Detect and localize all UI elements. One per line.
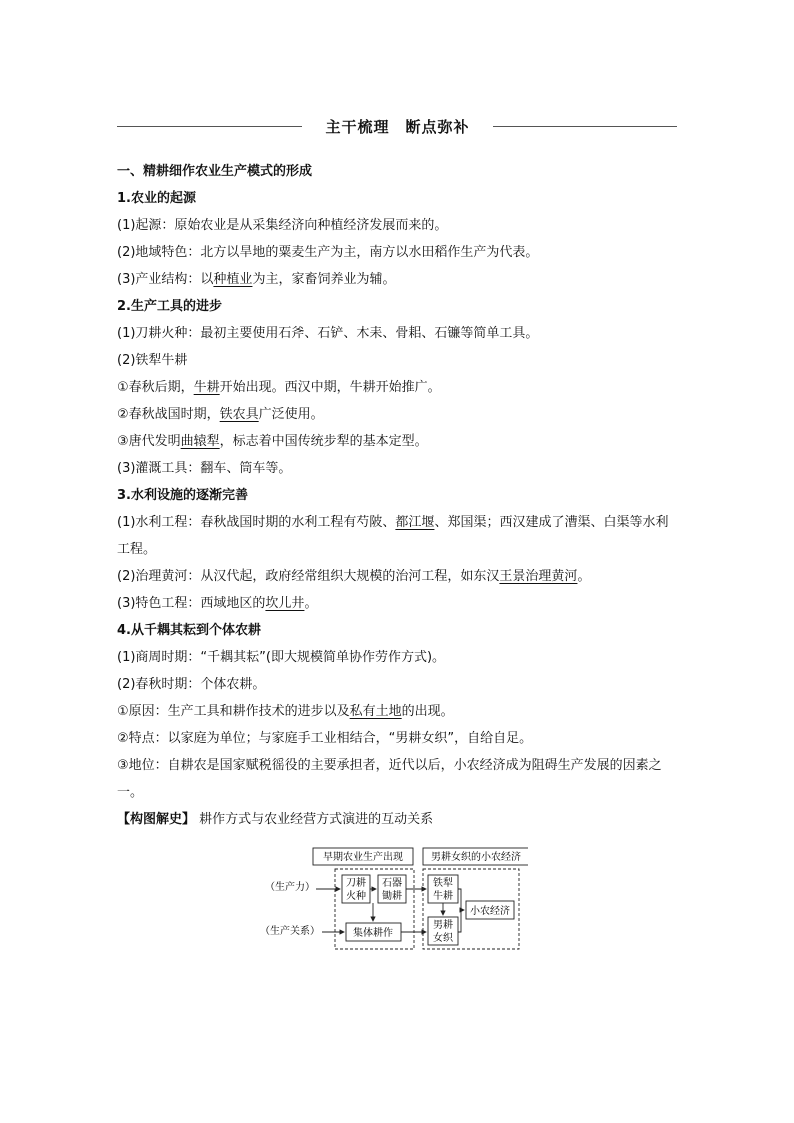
subheading-farming: 4.从千耦其耘到个体农耕 bbox=[117, 623, 261, 638]
paragraph: (2)铁犁牛耕 bbox=[117, 353, 188, 368]
key-term: 王景治理黄河 bbox=[499, 569, 578, 584]
group-right-label: 男耕女织的小农经济 bbox=[431, 852, 521, 863]
node-text: 牛耕 bbox=[433, 891, 453, 902]
group-left-label: 早期农业生产出现 bbox=[323, 852, 403, 863]
row-label-relations: （生产关系） bbox=[260, 926, 320, 937]
text-run: ②春秋战国时期， bbox=[117, 407, 220, 422]
text-run: ①春秋后期， bbox=[117, 380, 194, 395]
paragraph: (1)刀耕火种：最初主要使用石斧、石铲、木耒、骨耜、石镰等简单工具。 bbox=[117, 326, 539, 341]
node-text: 男耕 bbox=[433, 920, 453, 931]
node-text: 小农经济 bbox=[470, 906, 510, 917]
paragraph bbox=[117, 401, 679, 428]
node-text: 火种 bbox=[346, 891, 366, 902]
diagram-caption bbox=[117, 806, 679, 833]
page-header bbox=[117, 116, 677, 138]
paragraph: (1)商周时期：“千耦其耘”(即大规模简单协作劳作方式)。 bbox=[117, 650, 446, 665]
key-term: 曲辕犁 bbox=[180, 434, 220, 449]
text-run: 为主，家畜饲养业为辅。 bbox=[252, 272, 396, 287]
paragraph bbox=[117, 266, 679, 293]
subheading-irrigation: 3.水利设施的逐渐完善 bbox=[117, 488, 248, 503]
page-title: 主干梳理 断点弥补 bbox=[325, 118, 470, 136]
node-text: 锄耕 bbox=[382, 891, 402, 902]
text-run: (3)特色工程：西域地区的 bbox=[117, 596, 266, 611]
text-run: 广泛使用。 bbox=[258, 407, 324, 422]
diagram-svg bbox=[258, 843, 528, 953]
node-text: 女织 bbox=[433, 933, 453, 944]
subheading-tools: 2.生产工具的进步 bbox=[117, 299, 222, 314]
key-term: 牛耕 bbox=[193, 380, 220, 395]
paragraph: (2)地域特色：北方以旱地的粟麦生产为主，南方以水田稻作生产为代表。 bbox=[117, 245, 539, 260]
paragraph bbox=[117, 698, 679, 725]
paragraph bbox=[117, 590, 679, 617]
text-run: (2)治理黄河：从汉代起，政府经常组织大规模的治河工程，如东汉 bbox=[117, 569, 500, 584]
paragraph bbox=[117, 428, 679, 455]
text-run: 开始出现。西汉中期，牛耕开始推广。 bbox=[219, 380, 441, 395]
key-term: 私有土地 bbox=[349, 704, 402, 719]
text-run: ③唐代发明 bbox=[117, 434, 181, 449]
paragraph: (2)春秋时期：个体农耕。 bbox=[117, 677, 266, 692]
caption-tag: 【构图解史】 bbox=[117, 812, 196, 827]
paragraph: (3)灌溉工具：翻车、筒车等。 bbox=[117, 461, 292, 476]
content-body bbox=[117, 158, 679, 833]
paragraph: ②特点：以家庭为单位；与家庭手工业相结合，“男耕女织”，自给自足。 bbox=[117, 731, 533, 746]
paragraph: ③地位：自耕农是国家赋税徭役的主要承担者，近代以后，小农经济成为阻碍生产发展的因素之一。 bbox=[117, 758, 662, 800]
text-run: 、郑国渠；西汉建成了漕渠、白渠等水利工程。 bbox=[117, 515, 669, 557]
node-text: 石器 bbox=[382, 878, 402, 889]
row-label-productivity: （生产力） bbox=[265, 882, 315, 893]
text-run: ，标志着中国传统步犁的基本定型。 bbox=[219, 434, 428, 449]
text-run: ①原因：生产工具和耕作技术的进步以及 bbox=[117, 704, 350, 719]
key-term: 铁农具 bbox=[219, 407, 259, 422]
node-text: 铁犁 bbox=[433, 878, 453, 889]
key-term: 种植业 bbox=[213, 272, 253, 287]
key-term: 都江堰 bbox=[395, 515, 435, 530]
paragraph bbox=[117, 374, 679, 401]
paragraph bbox=[117, 563, 679, 590]
key-term: 坎儿井 bbox=[265, 596, 305, 611]
text-run: 。 bbox=[304, 596, 318, 611]
relationship-diagram bbox=[258, 843, 528, 953]
paragraph bbox=[117, 509, 679, 563]
text-run: (3)产业结构：以 bbox=[117, 272, 214, 287]
bracket bbox=[458, 889, 461, 932]
paragraph: (1)起源：原始农业是从采集经济向种植经济发展而来的。 bbox=[117, 218, 448, 233]
text-run: (1)水利工程：春秋战国时期的水利工程有芍陂、 bbox=[117, 515, 396, 530]
section-title: 一、精耕细作农业生产模式的形成 bbox=[117, 164, 313, 179]
text-run: 的出现。 bbox=[401, 704, 454, 719]
node-text: 集体耕作 bbox=[353, 928, 393, 939]
header-rule-left bbox=[117, 126, 302, 127]
node-text: 刀耕 bbox=[346, 878, 366, 889]
text-run: 。 bbox=[577, 569, 591, 584]
caption-text: 耕作方式与农业经营方式演进的互动关系 bbox=[199, 812, 434, 827]
subheading-origin: 1.农业的起源 bbox=[117, 191, 196, 206]
header-rule-right bbox=[493, 126, 677, 127]
